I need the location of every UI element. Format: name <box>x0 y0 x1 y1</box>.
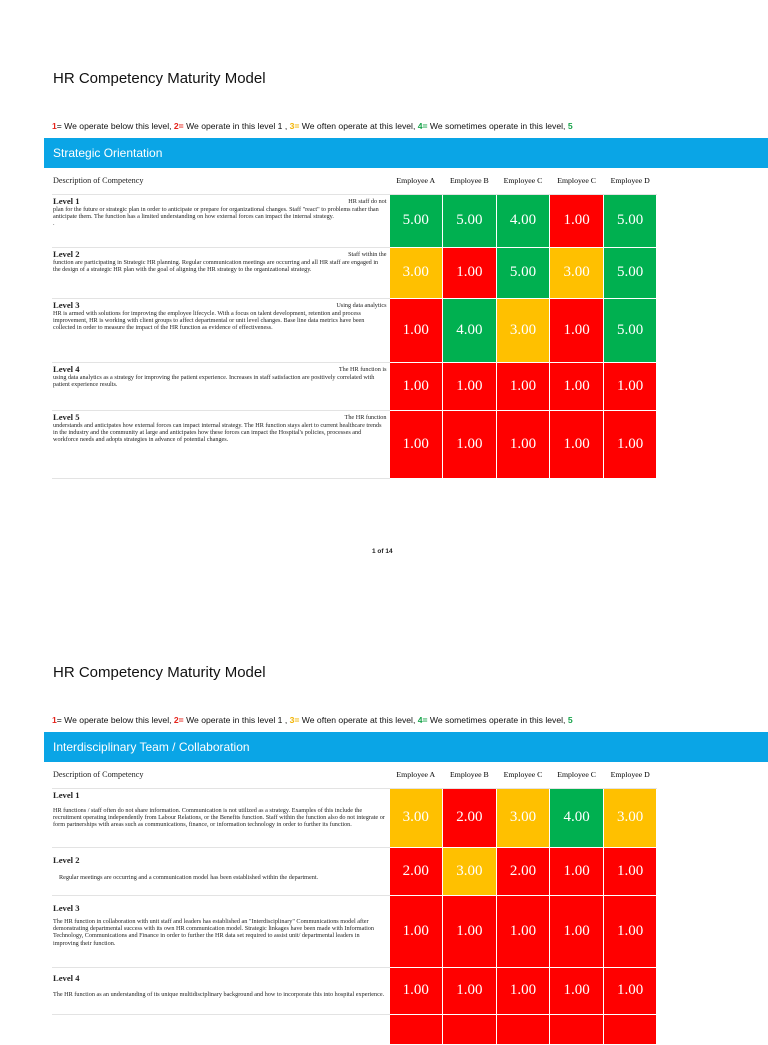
score-cell: 1.00 <box>389 895 443 967</box>
level-label: Level 3 <box>53 299 80 310</box>
score-cell: 5.00 <box>496 247 550 298</box>
level-label: Level 1 <box>53 195 80 206</box>
employee-header: Employee D <box>603 168 657 194</box>
rating-legend: 1= We operate below this level, 2= We operate in this level 1 , 3= We often operate at this level, 4= We sometimes operate in this level, 5 <box>52 715 573 725</box>
score-cell: 1.00 <box>443 362 497 410</box>
section-header: Strategic Orientation <box>44 138 768 168</box>
employee-header: Employee A <box>389 168 443 194</box>
score-cell <box>603 1014 657 1044</box>
score-cell: 2.00 <box>496 847 550 895</box>
level-description <box>52 194 389 247</box>
score-cell: 3.00 <box>496 788 550 847</box>
score-cell <box>550 1014 604 1044</box>
score-cell: 1.00 <box>496 362 550 410</box>
score-cell <box>496 1014 550 1044</box>
table-row <box>52 895 657 967</box>
score-cell: 1.00 <box>550 362 604 410</box>
score-cell: 1.00 <box>550 410 604 478</box>
score-cell: 1.00 <box>603 410 657 478</box>
score-cell: 3.00 <box>496 298 550 362</box>
level-label: Level 3 <box>53 902 80 913</box>
level-lead: Using data analytics <box>336 301 387 309</box>
score-cell: 1.00 <box>496 967 550 1014</box>
score-cell: 1.00 <box>496 410 550 478</box>
score-cell: 2.00 <box>389 847 443 895</box>
score-cell: 1.00 <box>550 847 604 895</box>
table-row <box>52 410 657 478</box>
score-cell: 1.00 <box>443 895 497 967</box>
level-text: plan for the future or strategic plan in order to anticipate or prepare for organizational changes. Staff "react" to problems rather than anticipate them. The function has a limited understanding on how external forces can impact the internal strategy. <box>53 205 379 221</box>
table-row <box>52 247 657 298</box>
level-description <box>52 1014 389 1044</box>
table-row <box>52 1014 657 1044</box>
table-row <box>52 362 657 410</box>
section-header: Interdisciplinary Team / Collaboration <box>44 732 768 762</box>
page-title: HR Competency Maturity Model <box>53 70 266 87</box>
score-cell: 5.00 <box>603 247 657 298</box>
score-cell: 4.00 <box>550 788 604 847</box>
score-cell: 3.00 <box>389 788 443 847</box>
level-label: Level 2 <box>53 248 80 259</box>
employee-header: Employee D <box>603 762 657 788</box>
level-text: Regular meetings are occurring and a communication model has been established within the department. <box>59 873 319 881</box>
level-description <box>52 847 389 895</box>
level-lead: The HR function is <box>338 365 387 373</box>
score-cell: 1.00 <box>389 362 443 410</box>
page-title: HR Competency Maturity Model <box>53 664 266 681</box>
score-cell: 5.00 <box>389 194 443 247</box>
score-cell: 2.00 <box>443 788 497 847</box>
employee-header: Employee B <box>443 762 497 788</box>
score-cell: 1.00 <box>389 967 443 1014</box>
score-cell: 1.00 <box>603 895 657 967</box>
score-cell: 1.00 <box>550 967 604 1014</box>
level-label: Level 4 <box>53 363 80 374</box>
level-description <box>52 298 389 362</box>
score-cell: 1.00 <box>389 298 443 362</box>
score-cell: 1.00 <box>550 298 604 362</box>
level-text: understands and anticipates how external forces can impact internal strategy. The HR function stays alert to current healthcare trends in the industry and the community at large and anticipates how these forces can impact the Hospital's policies, processes and workforce needs and adopts strategies in advance of potential changes. <box>53 421 382 444</box>
level-text: using data analytics as a strategy for improving the patient experience. Increases in staff satisfaction are positively correlated with patient experience results. <box>53 373 375 389</box>
score-cell <box>443 1014 497 1044</box>
employee-header: Employee B <box>443 168 497 194</box>
level-label: Level 5 <box>53 411 80 422</box>
table-header-row <box>52 168 657 194</box>
score-cell: 1.00 <box>443 247 497 298</box>
level-text: function are participating in Strategic HR planning. Regular communication meetings are occurring and all HR staff are engaged in the design of a strategic HR plan with the goal of aligning the HR strategy to the organizational strategy. <box>53 258 379 274</box>
level-description <box>52 788 389 847</box>
level-description <box>52 410 389 478</box>
score-cell: 5.00 <box>443 194 497 247</box>
score-cell: 3.00 <box>389 247 443 298</box>
table-row <box>52 788 657 847</box>
level-label: Level 4 <box>53 972 80 983</box>
score-cell: 3.00 <box>550 247 604 298</box>
employee-header: Employee C <box>550 762 604 788</box>
score-cell: 3.00 <box>443 847 497 895</box>
competency-table <box>52 168 657 479</box>
score-cell <box>389 1014 443 1044</box>
level-lead: The HR function <box>344 413 387 421</box>
score-cell: 1.00 <box>550 895 604 967</box>
level-description <box>52 362 389 410</box>
score-cell: 1.00 <box>550 194 604 247</box>
employee-header: Employee C <box>550 168 604 194</box>
level-description <box>52 247 389 298</box>
table-row <box>52 967 657 1014</box>
score-cell: 1.00 <box>443 967 497 1014</box>
employee-header: Employee A <box>389 762 443 788</box>
level-label: Level 2 <box>53 854 80 865</box>
score-cell: 4.00 <box>496 194 550 247</box>
level-text: HR functions / staff often do not share information. Communication is not utilized as a strategy. Examples of this include the recruitment operating independently from Labour Relations, or the Benefits function. Staff within the function also do not integrate or form partnerships with areas such as communications, finance, or information technology in order to further its function. <box>53 806 385 829</box>
level-text: The HR function as an understanding of its unique multidisciplinary background and how to incorporate this into hospital experience. <box>53 990 385 998</box>
competency-table <box>52 762 657 1045</box>
score-cell: 1.00 <box>603 847 657 895</box>
score-cell: 4.00 <box>443 298 497 362</box>
level-tail: . <box>53 220 55 228</box>
table-row <box>52 847 657 895</box>
score-cell: 1.00 <box>603 967 657 1014</box>
description-header: Description of Competency <box>52 168 389 194</box>
table-header-row <box>52 762 657 788</box>
table-row <box>52 194 657 247</box>
employee-header: Employee C <box>496 762 550 788</box>
description-header: Description of Competency <box>52 762 389 788</box>
page-number: 1 of 14 <box>372 548 393 555</box>
score-cell: 5.00 <box>603 298 657 362</box>
rating-legend: 1= We operate below this level, 2= We operate in this level 1 , 3= We often operate at this level, 4= We sometimes operate in this level, 5 <box>52 121 573 131</box>
level-description <box>52 895 389 967</box>
table-row <box>52 298 657 362</box>
score-cell: 1.00 <box>443 410 497 478</box>
score-cell: 1.00 <box>496 895 550 967</box>
level-description <box>52 967 389 1014</box>
level-lead: HR staff do not <box>348 197 387 205</box>
score-cell: 5.00 <box>603 194 657 247</box>
level-text: HR is armed with solutions for improving the employee lifecycle. With a focus on talent development, retention and process improvement, HR is working with client groups to affect departmental or unit level changes. Base line data metrics have been collected in order to measure the impact of the HR function as evidence of effectiveness. <box>53 309 365 332</box>
level-lead: Staff within the <box>348 250 387 258</box>
score-cell: 1.00 <box>389 410 443 478</box>
level-text: The HR function in collaboration with unit staff and leaders has established an "Interdisciplinary" Communications model after demonstrating departmental success with its own HR communication model. Strategic linkages have been made with Information Technology, Communications and Finance in order to further the HR data set required to assist unit/ departmental leaders in improving their function. <box>53 917 374 947</box>
score-cell: 3.00 <box>603 788 657 847</box>
score-cell: 1.00 <box>603 362 657 410</box>
level-label: Level 1 <box>53 789 80 800</box>
employee-header: Employee C <box>496 168 550 194</box>
